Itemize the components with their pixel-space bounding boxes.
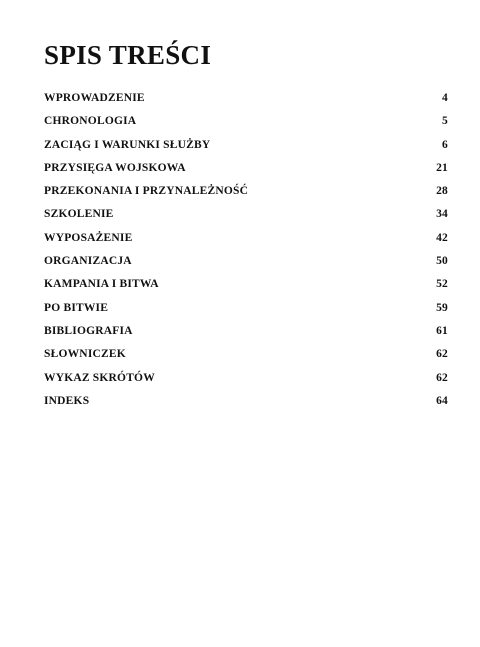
toc-entry-title: WYPOSAŻENIE [44,231,133,244]
toc-entry-page: 52 [436,278,448,291]
toc-entry-page: 5 [442,115,448,128]
toc-entry[interactable] [44,395,448,418]
toc-entry-title: BIBLIOGRAFIA [44,324,133,337]
toc-entry[interactable] [44,115,448,138]
toc-entry-page: 59 [436,301,448,314]
toc-entry[interactable] [44,302,448,325]
toc-entry[interactable] [44,325,448,348]
toc-entry-title: PRZYSIĘGA WOJSKOWA [44,161,186,174]
toc-entry-title: ZACIĄG I WARUNKI SŁUŻBY [44,138,211,151]
toc-entry[interactable] [44,139,448,162]
toc-entry[interactable] [44,255,448,278]
toc-entry-page: 42 [436,231,448,244]
toc-entry[interactable] [44,278,448,301]
page-title: SPIS TREŚCI [44,40,212,70]
toc-entry-title: KAMPANIA I BITWA [44,278,159,291]
toc-entry-title: WPROWADZENIE [44,92,145,104]
toc-entry-page: 21 [436,161,448,174]
toc-entry-title: SZKOLENIE [44,208,114,221]
toc-entry-title: WYKAZ SKRÓTÓW [44,371,155,384]
toc-entry-page: 6 [442,138,448,151]
toc-entry-title: SŁOWNICZEK [44,348,126,361]
toc-entry[interactable] [44,372,448,395]
toc-entry[interactable] [44,208,448,231]
toc-entry-title: CHRONOLOGIA [44,115,137,128]
toc-entry-page: 4 [442,92,448,104]
toc-entry-page: 64 [436,394,448,407]
toc-entry[interactable] [44,162,448,185]
toc-entry-page: 62 [436,348,448,361]
toc-entry-page: 28 [436,185,448,198]
toc-entry-page: 50 [436,255,448,268]
toc-entry-title: PRZEKONANIA I PRZYNALEŻNOŚĆ [44,185,249,198]
toc-entry-title: PO BITWIE [44,301,109,314]
toc-entry[interactable] [44,232,448,255]
toc-entry-page: 61 [436,324,448,337]
toc-entry-title: ORGANIZACJA [44,255,132,268]
toc-entry[interactable] [44,348,448,371]
toc-entry-page: 34 [436,208,448,221]
table-of-contents [44,92,448,418]
toc-entry[interactable] [44,185,448,208]
toc-entry-title: INDEKS [44,394,90,407]
toc-entry-page: 62 [436,371,448,384]
toc-entry[interactable] [44,92,448,115]
